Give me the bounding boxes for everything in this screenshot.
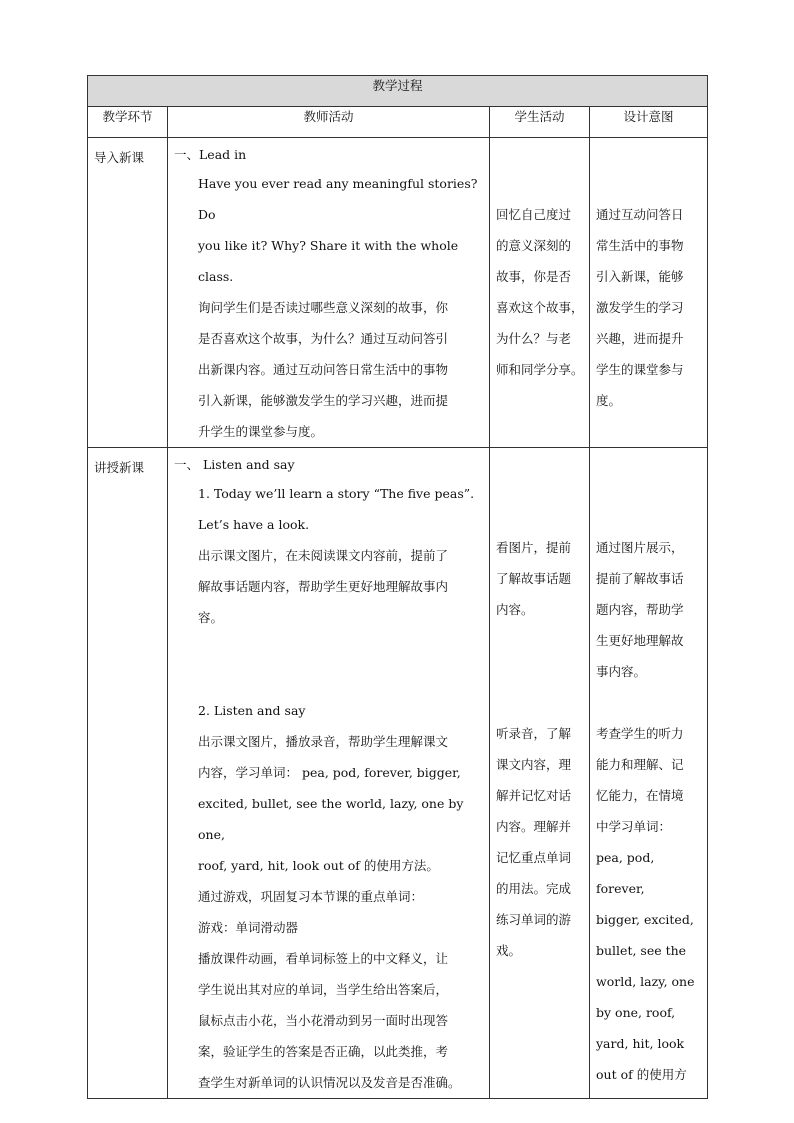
text-line: 度。 (596, 393, 622, 408)
text-line: world, lazy, one (596, 974, 695, 989)
text-line: 的意义深刻的 (496, 238, 572, 253)
text-line: excited, bullet, see the world, lazy, one by one, (198, 796, 464, 842)
text-line: 鼠标点击小花，当小花滑动到另一面时出现答 (198, 1013, 449, 1028)
text-line: 出新课内容。通过互动问答日常生活中的事物 (198, 362, 449, 377)
text-line: 能力和理解、记 (596, 757, 684, 772)
table-header-row (88, 107, 708, 138)
text-line: 2. Listen and say (198, 703, 306, 718)
text-line: 解并记忆对话 (496, 788, 572, 803)
text-line: bullet, see the (596, 943, 687, 958)
student-activity-cell (490, 448, 590, 1099)
text-line: 内容。 (496, 602, 534, 617)
text-line: 练习单词的游 (496, 912, 572, 927)
header-design-intent: 设计意图 (590, 107, 708, 138)
teacher-activity-cell (168, 138, 490, 448)
teaching-process-table (87, 75, 708, 1099)
text-line: 事内容。 (596, 664, 647, 679)
text-line: 题内容，帮助学 (596, 602, 684, 617)
text-line: 提前了解故事话 (596, 571, 684, 586)
text-line: yard, hit, look (596, 1036, 685, 1051)
text-line: out of 的使用方 (596, 1067, 687, 1082)
text-line: 出示课文图片，播放录音，帮助学生理解课文 (198, 734, 449, 749)
text-line: 激发学生的学习 (596, 300, 684, 315)
stage-cell: 导入新课 (88, 138, 168, 448)
text-line: 回忆自己度过 (496, 207, 572, 222)
text-line: 通过互动问答日 (596, 207, 684, 222)
text-line: 忆能力，在情境 (596, 788, 684, 803)
text-line: 学生的课堂参与 (596, 362, 684, 377)
text-line: 考查学生的听力 (596, 726, 684, 741)
text-line: 课文内容，理 (496, 757, 572, 772)
text-line: 的用法。完成 (496, 881, 572, 896)
text-line: 案，验证学生的答案是否正确，以此类推，考 (198, 1044, 449, 1059)
header-student-activity: 学生活动 (490, 107, 590, 138)
text-line: 解故事话题内容，帮助学生更好地理解故事内 (198, 579, 449, 594)
text-line: 通过图片展示， (596, 540, 684, 555)
text-line: 内容。理解并 (496, 819, 572, 834)
text-line: 中学习单词： (596, 819, 672, 834)
design-intent-cell (590, 138, 708, 448)
text-line: 生更好地理解故 (596, 633, 684, 648)
text-line: 引入新课，能够 (596, 269, 684, 284)
header-stage: 教学环节 (88, 107, 168, 138)
text-line: 升学生的课堂参与度。 (198, 424, 324, 439)
table-title: 教学过程 (88, 76, 708, 107)
text-line: 出示课文图片，在未阅读课文内容前，提前了 (198, 548, 449, 563)
text-line: bigger, excited, (596, 912, 694, 927)
text-line: 一、 Listen and say (174, 457, 295, 472)
text-line: 喜欢这个故事， (496, 300, 584, 315)
text-line: 内容，学习单词： pea, pod, forever, bigger, (198, 765, 461, 780)
text-line: by one, roof, (596, 1005, 676, 1020)
table-row (88, 138, 708, 448)
text-line: 常生活中的事物 (596, 238, 684, 253)
stage-cell: 讲授新课 (88, 448, 168, 1099)
text-line: 1. Today we’ll learn a story “The five peas”. (198, 486, 475, 501)
text-line: roof, yard, hit, look out of 的使用方法。 (198, 858, 439, 873)
text-line: 故事，你是否 (496, 269, 572, 284)
header-teacher-activity: 教师活动 (168, 107, 490, 138)
text-line: pea, pod, forever, (596, 850, 655, 896)
text-line: 通过游戏，巩固复习本节课的重点单词： (198, 889, 424, 904)
text-line: 一、Lead in (174, 147, 247, 162)
student-activity-cell (490, 138, 590, 448)
text-line: 兴趣，进而提升 (596, 331, 684, 346)
text-line: 询问学生们是否读过哪些意义深刻的故事，你 (198, 300, 449, 315)
teacher-activity-cell (168, 448, 490, 1099)
text-line: 听录音，了解 (496, 726, 572, 741)
text-line: you like it? Why? Share it with the whole class. (198, 238, 459, 284)
text-line: 播放课件动画，看单词标签上的中文释义，让 (198, 951, 449, 966)
text-line: Let’s have a look. (198, 517, 310, 532)
blank-line (174, 633, 483, 695)
text-line: 游戏：单词滑动器 (198, 920, 299, 935)
text-line: 引入新课，能够激发学生的学习兴趣，进而提 (198, 393, 449, 408)
text-line: 师和同学分享。 (496, 362, 584, 377)
text-line: 记忆重点单词 (496, 850, 572, 865)
text-line: 学生说出其对应的单词，当学生给出答案后， (198, 982, 449, 997)
table-row (88, 448, 708, 1099)
text-line: 是否喜欢这个故事，为什么？通过互动问答引 (198, 331, 449, 346)
text-line: 容。 (198, 610, 224, 625)
design-intent-cell (590, 448, 708, 1099)
text-line: 看图片，提前 (496, 540, 572, 555)
text-line: 了解故事话题 (496, 571, 572, 586)
text-line: 查学生对新单词的认识情况以及发音是否准确。 (198, 1075, 461, 1090)
table-title-row (88, 76, 708, 107)
text-line: 戏。 (496, 943, 522, 958)
text-line: 为什么？与老 (496, 331, 572, 346)
text-line: Have you ever read any meaningful stories? Do (198, 176, 478, 222)
